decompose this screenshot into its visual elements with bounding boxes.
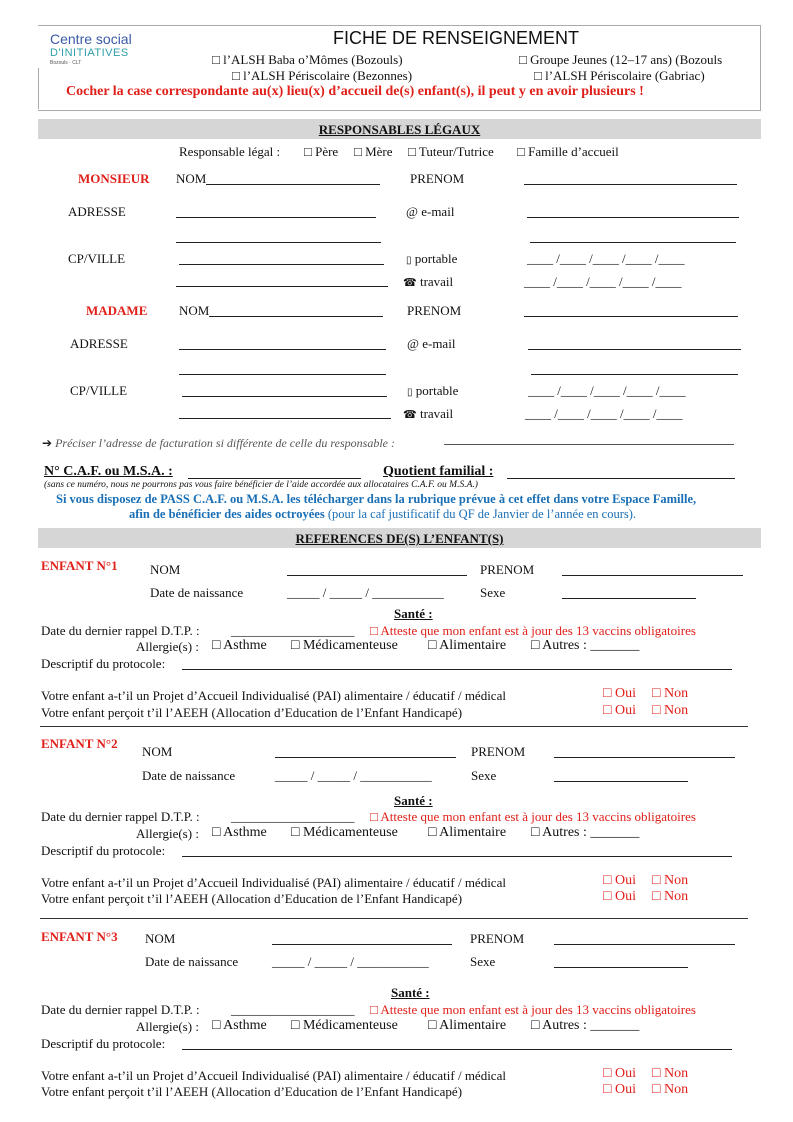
madame-travail-field[interactable]: ____ /____ /____ /____ /____ xyxy=(525,406,683,421)
enfant1-pai-question: Votre enfant a-t’il un Projet d’Accueil Individualisé (PAI) alimentaire / éducatif / médical xyxy=(41,688,506,703)
section-band-enfants xyxy=(38,528,761,548)
enfant2-aeeh-question: Votre enfant perçoit t’il l’AEEH (Allocation d’Education de l’Enfant Handicapé) xyxy=(41,891,463,906)
enfant1-aeeh-question: Votre enfant perçoit t’il l’AEEH (Allocation d’Education de l’Enfant Handicapé) xyxy=(41,705,463,720)
madame-cpville-field-2[interactable] xyxy=(179,418,391,419)
enfant1-sexe-field[interactable] xyxy=(562,598,696,599)
enfant2-naissance-field[interactable]: _____ / _____ / ___________ xyxy=(275,768,432,783)
enfant3-allergie-label: Allergie(s) : xyxy=(136,1019,199,1034)
monsieur-email-label: @ e-mail xyxy=(406,204,455,219)
enfant1-alim-checkbox[interactable]: □ Alimentaire xyxy=(428,638,507,653)
enfant1-nom-label: NOM xyxy=(150,562,181,577)
madame-adresse-field[interactable] xyxy=(179,349,386,350)
checkbox-famille-accueil[interactable]: □ Famille d’accueil xyxy=(517,144,619,159)
enfant1-sante: Santé : xyxy=(394,606,433,621)
enfant2-sante: Santé : xyxy=(394,793,433,808)
enfant3-aeeh-question: Votre enfant perçoit t’il l’AEEH (Allocation d’Education de l’Enfant Handicapé) xyxy=(41,1084,463,1099)
pass-line1: Si vous disposez de PASS C.A.F. ou M.S.A. les télécharger dans la rubrique prévue à cet effet dans votre Espace Famille, xyxy=(56,492,697,506)
enfant2-nom-field[interactable] xyxy=(275,757,456,758)
monsieur-adresse-field[interactable] xyxy=(176,217,376,218)
enfant3-alim-checkbox[interactable]: □ Alimentaire xyxy=(428,1018,507,1033)
enfant1-separator xyxy=(40,726,748,727)
checkbox-mere[interactable]: □ Mère xyxy=(354,144,393,159)
enfant3-prenom-field[interactable] xyxy=(554,944,735,945)
enfant3-aeeh-non[interactable]: □ Non xyxy=(652,1082,689,1097)
enfant3-medic-checkbox[interactable]: □ Médicamenteuse xyxy=(291,1018,398,1033)
enfant3-autres-checkbox[interactable]: □ Autres : _______ xyxy=(531,1018,640,1033)
enfant1-pai-non[interactable]: □ Non xyxy=(652,686,689,701)
enfant3-naissance-field[interactable]: _____ / _____ / ___________ xyxy=(272,954,429,969)
enfant3-pai-oui[interactable]: □ Oui xyxy=(603,1066,636,1081)
enfant2-prenom-field[interactable] xyxy=(554,757,735,758)
option-baba-omomes[interactable]: □ l’ALSH Baba o’Mômes (Bozouls) xyxy=(212,52,403,67)
arrow-right-icon: ➔ xyxy=(42,436,53,450)
madame-adresse-label: ADRESSE xyxy=(70,336,128,351)
enfant3-title: ENFANT N°3 xyxy=(41,929,118,944)
monsieur-portable-field[interactable]: ____ /____ /____ /____ /____ xyxy=(527,251,685,266)
enfant2-protocole-field[interactable] xyxy=(182,856,732,857)
logo-line3: Bozouls · CLT xyxy=(50,60,82,66)
madame-label: MADAME xyxy=(86,303,148,318)
enfant2-aeeh-non[interactable]: □ Non xyxy=(652,889,689,904)
enfant2-pai-oui[interactable]: □ Oui xyxy=(603,873,636,888)
enfant3-dtp-field[interactable]: ___________________ xyxy=(231,1002,355,1017)
enfant3-vaccins-checkbox[interactable]: □ Atteste que mon enfant est à jour des 13 vaccins obligatoires xyxy=(370,1002,696,1017)
enfant2-dtp-label: Date du dernier rappel D.T.P. : xyxy=(41,809,200,824)
monsieur-nom-field[interactable] xyxy=(206,184,380,185)
madame-prenom-label: PRENOM xyxy=(407,303,462,318)
madame-nom-field[interactable] xyxy=(209,316,383,317)
monsieur-prenom-label: PRENOM xyxy=(410,171,465,186)
enfant1-dtp-label: Date du dernier rappel D.T.P. : xyxy=(41,623,200,638)
caf-label: N° C.A.F. ou M.S.A. : xyxy=(44,464,173,479)
madame-adresse-field-2[interactable] xyxy=(179,374,386,375)
enfant3-asthme-checkbox[interactable]: □ Asthme xyxy=(212,1018,267,1033)
enfant2-autres-checkbox[interactable]: □ Autres : _______ xyxy=(531,825,640,840)
facturation-text: Préciser l’adresse de facturation si différente de celle du responsable : xyxy=(55,436,395,450)
enfant1-pai-oui[interactable]: □ Oui xyxy=(603,686,636,701)
madame-nom-label: NOM xyxy=(179,303,210,318)
enfant1-asthme-checkbox[interactable]: □ Asthme xyxy=(212,638,267,653)
enfant2-sexe-label: Sexe xyxy=(471,768,497,783)
caf-field[interactable] xyxy=(188,478,361,479)
monsieur-adresse-field-2[interactable] xyxy=(176,242,381,243)
madame-email-field[interactable] xyxy=(528,349,741,350)
monsieur-cpville-label: CP/VILLE xyxy=(68,251,126,266)
enfant1-aeeh-non[interactable]: □ Non xyxy=(652,703,689,718)
instruction-text: Cocher la case correspondante au(x) lieu(x) d’accueil de(s) enfant(s), il peut y en avoir plusieurs ! xyxy=(66,84,644,99)
enfant2-allergie-label: Allergie(s) : xyxy=(136,826,199,841)
pass-line2-bold: afin de bénéficier des aides octroyées xyxy=(129,507,325,521)
section-title-enfants: REFERENCES DE(S) L’ENFANT(S) xyxy=(295,531,504,546)
enfant3-sexe-label: Sexe xyxy=(470,954,496,969)
monsieur-label: MONSIEUR xyxy=(78,171,150,186)
madame-email-field-2[interactable] xyxy=(531,374,738,375)
enfant2-pai-non[interactable]: □ Non xyxy=(652,873,689,888)
monsieur-adresse-label: ADRESSE xyxy=(68,204,126,219)
facturation-note xyxy=(42,436,395,451)
enfant2-nom-label: NOM xyxy=(142,744,173,759)
madame-cpville-field[interactable] xyxy=(182,396,387,397)
logo-line1: Centre social xyxy=(50,31,132,47)
enfant3-pai-non[interactable]: □ Non xyxy=(652,1066,689,1081)
enfant1-sexe-label: Sexe xyxy=(480,585,506,600)
enfant1-aeeh-oui[interactable]: □ Oui xyxy=(603,703,636,718)
pass-line2 xyxy=(129,507,636,522)
caf-note: (sans ce numéro, nous ne pourrons pas vous faire bénéficier de l’aide accordée aux allocataires C.A.F. ou M.S.A.) xyxy=(44,480,478,490)
enfant3-sante: Santé : xyxy=(391,985,430,1000)
checkbox-tuteur[interactable]: □ Tuteur/Tutrice xyxy=(408,144,494,159)
enfant2-naissance-label: Date de naissance xyxy=(142,768,236,783)
section-title-responsables: RESPONSABLES LÉGAUX xyxy=(318,122,481,137)
enfant2-aeeh-oui[interactable]: □ Oui xyxy=(603,889,636,904)
checkbox-pere[interactable]: □ Père xyxy=(304,144,339,159)
enfant1-protocole-field[interactable] xyxy=(182,669,732,670)
option-periscolaire-gabriac[interactable]: □ l’ALSH Périscolaire (Gabriac) xyxy=(534,68,705,83)
enfant1-prenom-field[interactable] xyxy=(562,575,743,576)
enfant1-autres-checkbox[interactable]: □ Autres : _______ xyxy=(531,638,640,653)
header-box-left xyxy=(38,68,39,109)
monsieur-travail-field[interactable]: ____ /____ /____ /____ /____ xyxy=(524,274,682,289)
enfant3-naissance-label: Date de naissance xyxy=(145,954,239,969)
enfant2-protocole-label: Descriptif du protocole: xyxy=(41,843,166,858)
enfant2-medic-checkbox[interactable]: □ Médicamenteuse xyxy=(291,825,398,840)
monsieur-cpville-field-2[interactable] xyxy=(176,286,388,287)
enfant3-protocole-label: Descriptif du protocole: xyxy=(41,1036,166,1051)
madame-email-label: @ e-mail xyxy=(407,336,456,351)
madame-portable xyxy=(407,383,458,399)
enfant3-protocole-field[interactable] xyxy=(182,1049,732,1050)
monsieur-email-field-2[interactable] xyxy=(530,242,736,243)
madame-portable-label: portable xyxy=(415,383,459,398)
enfant2-alim-checkbox[interactable]: □ Alimentaire xyxy=(428,825,507,840)
enfant1-dtp-field[interactable]: ___________________ xyxy=(231,623,355,638)
enfant1-allergie-label: Allergie(s) : xyxy=(136,639,199,654)
enfant1-prenom-label: PRENOM xyxy=(480,562,535,577)
monsieur-email-field[interactable] xyxy=(527,217,739,218)
mobile-icon: ▯ xyxy=(407,387,413,398)
telephone-icon: ☎ xyxy=(403,409,417,421)
enfant3-nom-field[interactable] xyxy=(272,944,452,945)
enfant3-nom-label: NOM xyxy=(145,931,176,946)
option-periscolaire-bezonnes[interactable]: □ l’ALSH Périscolaire (Bezonnes) xyxy=(232,68,413,83)
enfant3-dtp-label: Date du dernier rappel D.T.P. : xyxy=(41,1002,200,1017)
enfant1-medic-checkbox[interactable]: □ Médicamenteuse xyxy=(291,638,398,653)
monsieur-prenom-field[interactable] xyxy=(524,184,737,185)
monsieur-portable xyxy=(406,251,457,267)
enfant2-asthme-checkbox[interactable]: □ Asthme xyxy=(212,825,267,840)
enfant1-protocole-label: Descriptif du protocole: xyxy=(41,656,166,671)
page-title: FICHE DE RENSEIGNEMENT xyxy=(333,28,580,48)
madame-cpville-label: CP/VILLE xyxy=(70,383,128,398)
madame-portable-field[interactable]: ____ /____ /____ /____ /____ xyxy=(528,383,686,398)
enfant3-aeeh-oui[interactable]: □ Oui xyxy=(603,1082,636,1097)
enfant2-pai-question: Votre enfant a-t’il un Projet d’Accueil Individualisé (PAI) alimentaire / éducatif / médical xyxy=(41,875,506,890)
option-groupe-jeunes[interactable]: □ Groupe Jeunes (12–17 ans) (Bozouls xyxy=(519,52,723,67)
responsable-question: Responsable légal : xyxy=(179,144,281,159)
enfant2-prenom-label: PRENOM xyxy=(471,744,526,759)
pass-line2-rest: (pour la caf justificatif du QF de Janvier de l’année en cours). xyxy=(324,507,637,521)
madame-prenom-field[interactable] xyxy=(524,316,738,317)
enfant2-vaccins-checkbox[interactable]: □ Atteste que mon enfant est à jour des 13 vaccins obligatoires xyxy=(370,809,696,824)
monsieur-nom-label: NOM xyxy=(176,171,207,186)
enfant1-nom-field[interactable] xyxy=(287,575,467,576)
madame-travail xyxy=(403,406,453,422)
monsieur-cpville-field[interactable] xyxy=(179,264,384,265)
facturation-field[interactable] xyxy=(444,444,734,445)
enfant3-sexe-field[interactable] xyxy=(554,967,688,968)
enfant1-title: ENFANT N°1 xyxy=(41,558,118,573)
enfant3-prenom-label: PRENOM xyxy=(470,931,525,946)
monsieur-travail-label: travail xyxy=(419,274,454,289)
logo-line2: D'INITIATIVES xyxy=(50,47,129,59)
enfant1-naissance-field[interactable]: _____ / _____ / ___________ xyxy=(287,585,444,600)
enfant2-separator xyxy=(40,918,748,919)
quotient-field[interactable] xyxy=(507,478,735,479)
enfant2-dtp-field[interactable]: ___________________ xyxy=(231,809,355,824)
telephone-icon: ☎ xyxy=(403,277,417,289)
enfant1-naissance-label: Date de naissance xyxy=(150,585,244,600)
enfant1-vaccins-checkbox[interactable]: □ Atteste que mon enfant est à jour des 13 vaccins obligatoires xyxy=(370,623,696,638)
madame-travail-label: travail xyxy=(419,406,454,421)
mobile-icon: ▯ xyxy=(406,255,412,266)
monsieur-travail xyxy=(403,274,453,290)
enfant2-sexe-field[interactable] xyxy=(554,781,688,782)
section-band-responsables xyxy=(38,119,761,139)
monsieur-portable-label: portable xyxy=(414,251,458,266)
enfant3-pai-question: Votre enfant a-t’il un Projet d’Accueil Individualisé (PAI) alimentaire / éducatif / médical xyxy=(41,1068,506,1083)
enfant2-title: ENFANT N°2 xyxy=(41,736,118,751)
quotient-label: Quotient familial : xyxy=(383,464,494,479)
